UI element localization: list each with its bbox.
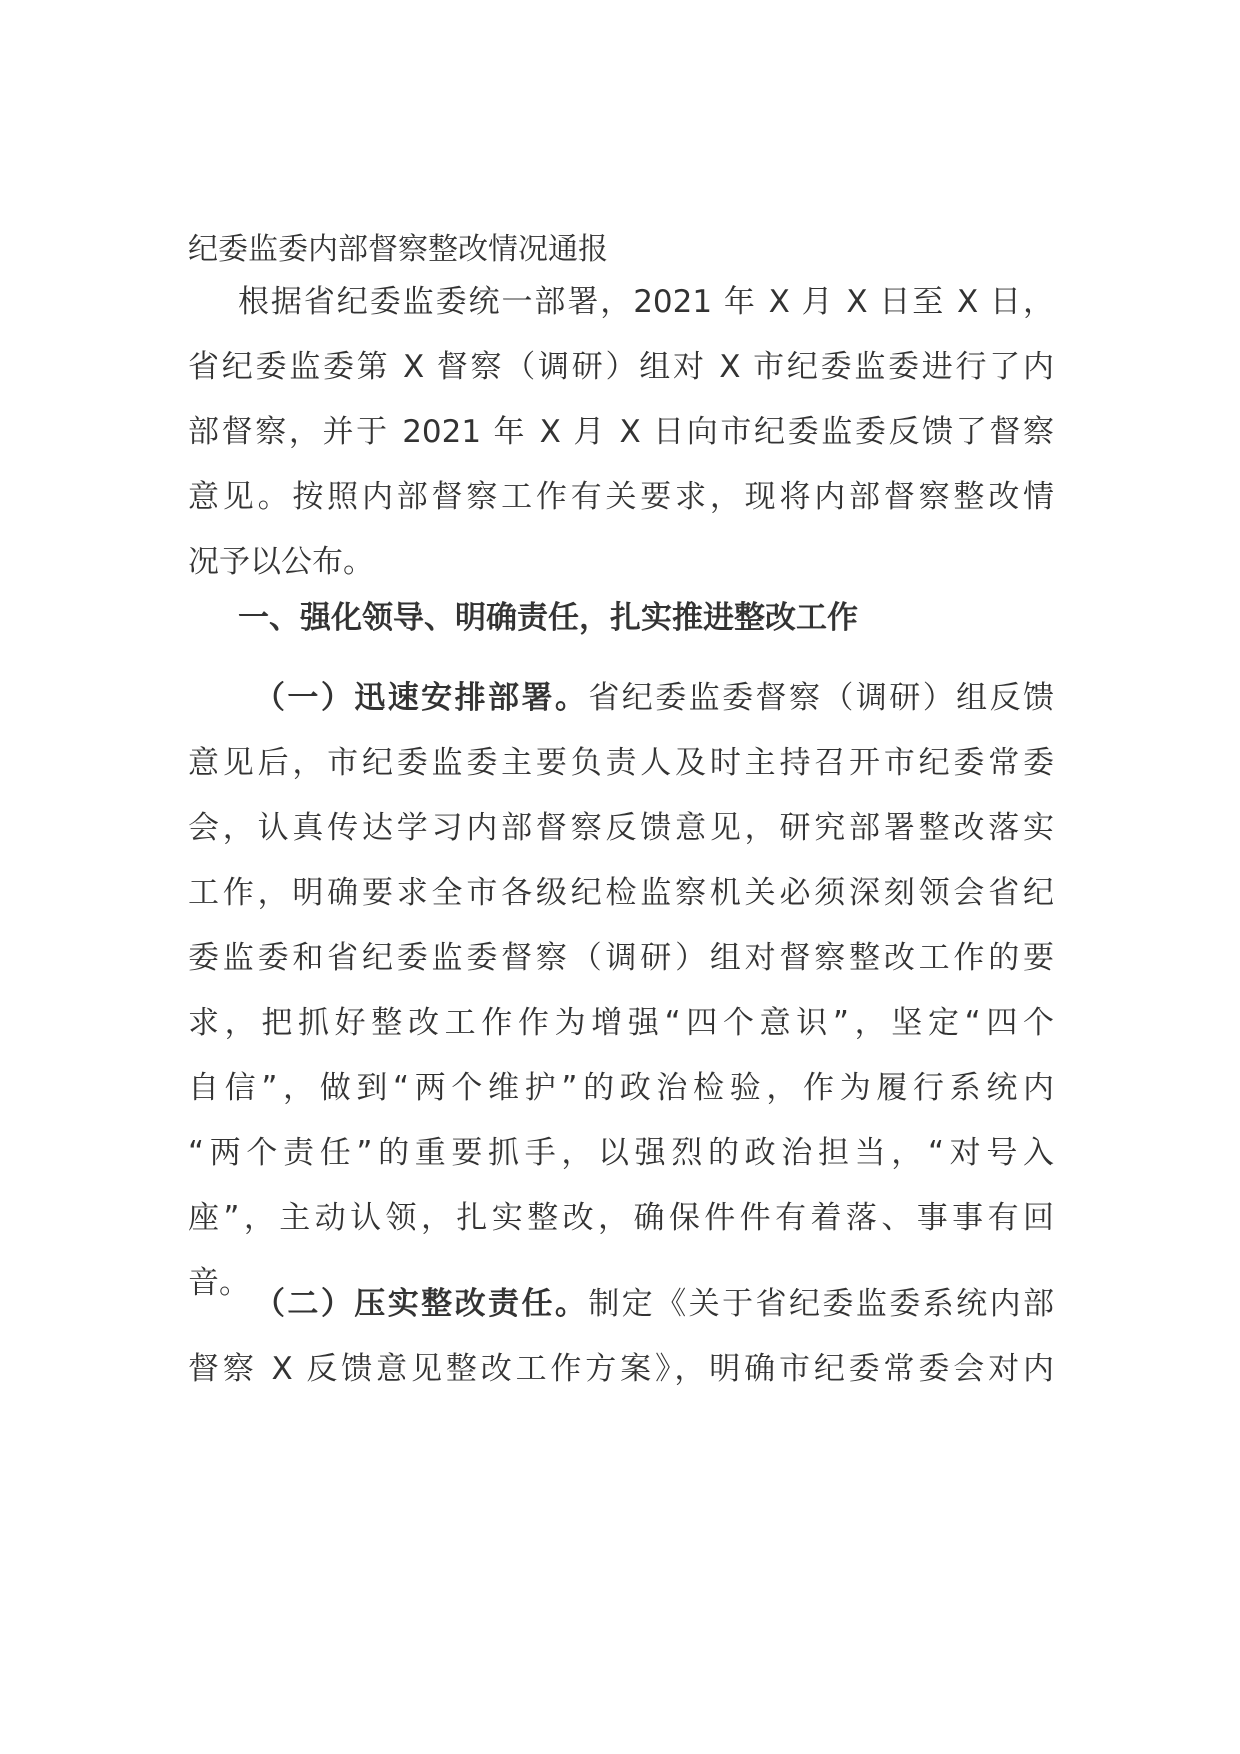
item-1-first-line-rest: 省纪委监委督察（调研）组反馈 [588,680,1055,716]
item-1-line-4: 工作，明确要求全市各级纪检监察机关必须深刻领会省纪 [188,875,1054,911]
intro-line-2: 省纪委监委第 X 督察（调研）组对 X 市纪委监委进行了内 [188,349,1054,385]
item-1-paragraph [188,666,1054,1316]
item-1-line-3: 会，认真传达学习内部督察反馈意见，研究部署整改落实 [188,810,1054,846]
intro-line-1: 根据省纪委监委统一部署，2021 年 X 月 X 日至 X 日， [238,284,1054,320]
item-1-first-line [188,666,1054,731]
intro-line-5: 况予以公布。 [188,544,374,580]
intro-paragraph [188,270,1054,595]
item-1-line-9: 座”，主动认领，扎实整改，确保件件有着落、事事有回 [188,1200,1054,1236]
item-1-line-5: 委监委和省纪委监委督察（调研）组对督察整改工作的要 [188,940,1054,976]
section-1-heading: 一、强化领导、明确责任，扎实推进整改工作 [238,600,858,636]
item-1-line-6: 求，把抓好整改工作作为增强“四个意识”，坚定“四个 [188,1005,1054,1041]
item-2-first-line [188,1272,1054,1337]
item-2-line-2: 督察 X 反馈意见整改工作方案》，明确市纪委常委会对内 [188,1351,1054,1387]
item-2-label: （二）压实整改责任。 [254,1286,589,1322]
item-1-label: （一）迅速安排部署。 [254,680,589,716]
item-2-paragraph [188,1272,1054,1402]
section-1 [188,586,1054,651]
item-2-first-line-rest: 制定《关于省纪委监委系统内部 [588,1286,1055,1322]
item-1-line-2: 意见后，市纪委监委主要负责人及时主持召开市纪委常委 [188,745,1054,781]
item-1-line-10: 音。 [188,1265,250,1301]
item-1-line-8: “两个责任”的重要抓手，以强烈的政治担当，“对号入 [188,1135,1054,1171]
item-1-line-7: 自信”，做到“两个维护”的政治检验，作为履行系统内 [188,1070,1054,1106]
intro-line-4: 意见。按照内部督察工作有关要求，现将内部督察整改情 [188,479,1054,515]
document-title: 纪委监委内部督察整改情况通报 [188,232,608,267]
intro-line-3: 部督察，并于 2021 年 X 月 X 日向市纪委监委反馈了督察 [188,414,1054,450]
